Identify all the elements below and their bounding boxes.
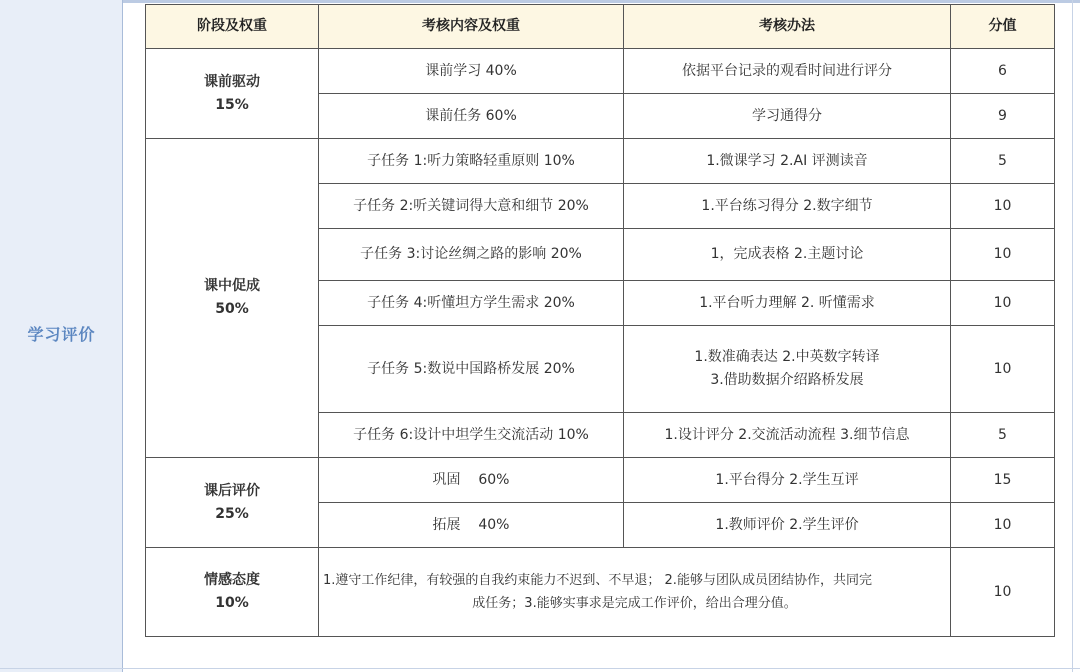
stage-weight: 15% xyxy=(215,96,249,113)
table-row xyxy=(146,139,1055,184)
method-cell xyxy=(624,326,951,413)
content-cell: 子任务 2:听关键词得大意和细节 20% xyxy=(319,184,624,229)
side-panel xyxy=(0,0,123,672)
score-cell: 10 xyxy=(951,184,1055,229)
top-accent-bar xyxy=(123,0,1080,3)
method-cell: 1，完成表格 2.主题讨论 xyxy=(624,229,951,281)
method-cell: 1.教师评价 2.学生评价 xyxy=(624,503,951,548)
header-content: 考核内容及权重 xyxy=(319,5,624,49)
header-method: 考核办法 xyxy=(624,5,951,49)
content-cell: 子任务 6:设计中坦学生交流活动 10% xyxy=(319,413,624,458)
score-cell: 10 xyxy=(951,281,1055,326)
bottom-border xyxy=(0,668,1080,669)
stage-cell-in xyxy=(146,139,319,458)
table-row xyxy=(146,458,1055,503)
score-cell: 6 xyxy=(951,49,1055,94)
table-row xyxy=(146,49,1055,94)
stage-name: 课前驱动 xyxy=(204,73,260,90)
method-cell: 1.微课学习 2.AI 评测读音 xyxy=(624,139,951,184)
score-cell: 10 xyxy=(951,548,1055,637)
header-score: 分值 xyxy=(951,5,1055,49)
attitude-line: 1.遵守工作纪律，有较强的自我约束能力不迟到、不早退； 2.能够与团队成员团结协作，共同完 xyxy=(323,573,872,588)
score-cell: 15 xyxy=(951,458,1055,503)
side-label: 学习评价 xyxy=(27,325,96,344)
score-cell: 5 xyxy=(951,413,1055,458)
method-cell: 学习通得分 xyxy=(624,94,951,139)
stage-name: 情感态度 xyxy=(204,572,260,588)
table-row xyxy=(146,548,1055,637)
stage-weight: 50% xyxy=(215,301,249,317)
header-stage: 阶段及权重 xyxy=(146,5,319,49)
method-cell: 1.平台得分 2.学生互评 xyxy=(624,458,951,503)
stage-cell-attitude xyxy=(146,548,319,637)
stage-cell-pre xyxy=(146,49,319,139)
content-cell: 课前任务 60% xyxy=(319,94,624,139)
right-border xyxy=(1072,0,1073,672)
content-cell: 子任务 5:数说中国路桥发展 20% xyxy=(319,326,624,413)
method-line: 3.借助数据介绍路桥发展 xyxy=(710,372,864,388)
content-cell: 课前学习 40% xyxy=(319,49,624,94)
score-cell: 10 xyxy=(951,503,1055,548)
header-row xyxy=(146,5,1055,49)
score-cell: 10 xyxy=(951,326,1055,413)
stage-weight: 25% xyxy=(215,505,249,522)
score-cell: 10 xyxy=(951,229,1055,281)
attitude-criteria-cell xyxy=(319,548,951,637)
method-line: 1.数准确表达 2.中英数字转译 xyxy=(694,349,880,365)
evaluation-table xyxy=(145,4,1055,637)
score-cell: 5 xyxy=(951,139,1055,184)
content-cell: 子任务 4:听懂坦方学生需求 20% xyxy=(319,281,624,326)
attitude-line: 成任务；3.能够实事求是完成工作评价，给出合理分值。 xyxy=(472,596,797,611)
content-cell: 子任务 1:听力策略轻重原则 10% xyxy=(319,139,624,184)
stage-name: 课中促成 xyxy=(204,278,260,294)
content-cell: 子任务 3:讨论丝绸之路的影响 20% xyxy=(319,229,624,281)
content-cell: 巩固 60% xyxy=(319,458,624,503)
method-cell: 1.设计评分 2.交流活动流程 3.细节信息 xyxy=(624,413,951,458)
stage-cell-post xyxy=(146,458,319,548)
stage-weight: 10% xyxy=(215,595,249,611)
method-cell: 依据平台记录的观看时间进行评分 xyxy=(624,49,951,94)
stage-name: 课后评价 xyxy=(204,482,260,499)
score-cell: 9 xyxy=(951,94,1055,139)
method-cell: 1.平台听力理解 2. 听懂需求 xyxy=(624,281,951,326)
method-cell: 1.平台练习得分 2.数字细节 xyxy=(624,184,951,229)
content-cell: 拓展 40% xyxy=(319,503,624,548)
